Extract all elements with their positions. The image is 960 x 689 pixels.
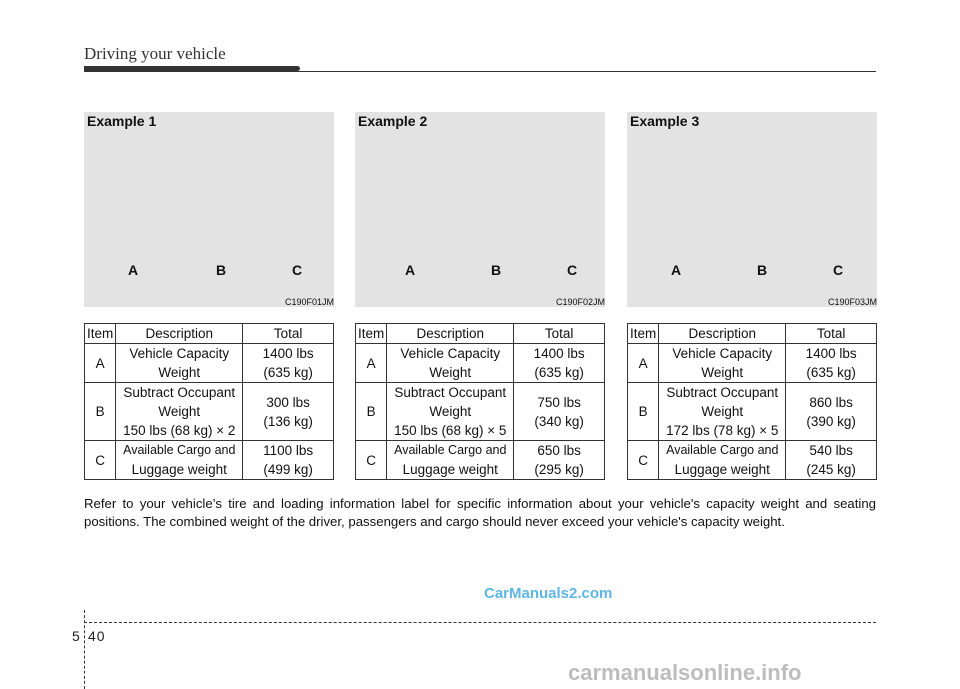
figure-code: C190F01JM xyxy=(284,297,334,307)
header-description: Description xyxy=(659,324,786,344)
row-item: C xyxy=(356,441,387,480)
row-total xyxy=(514,344,605,383)
header-total: Total xyxy=(786,324,877,344)
example-illustration xyxy=(84,112,334,307)
total-lbs: 540 lbs xyxy=(809,443,853,458)
desc-line: Available Cargo and xyxy=(123,443,236,457)
desc-line: Luggage weight xyxy=(131,462,227,477)
desc-line: Weight xyxy=(429,365,472,380)
example-title: Example 1 xyxy=(87,113,157,129)
desc-line: Weight xyxy=(158,365,201,380)
total-kg: (635 kg) xyxy=(263,365,313,380)
desc-line: Weight xyxy=(158,404,201,419)
example-illustration xyxy=(627,112,877,307)
row-description xyxy=(659,441,786,480)
example-2 xyxy=(355,112,605,477)
header-description: Description xyxy=(387,324,514,344)
table-row xyxy=(85,383,334,441)
row-total xyxy=(514,441,605,480)
desc-line: Vehicle Capacity xyxy=(672,346,773,361)
desc-line: Weight xyxy=(429,404,472,419)
watermark-link[interactable]: CarManuals2.com xyxy=(484,585,613,602)
desc-line: Available Cargo and xyxy=(666,443,779,457)
row-item: C xyxy=(85,441,116,480)
row-description xyxy=(116,441,243,480)
weight-table xyxy=(627,323,877,480)
total-lbs: 1100 lbs xyxy=(263,443,314,458)
row-total xyxy=(786,383,877,441)
desc-line: Weight xyxy=(701,365,744,380)
figure-code: C190F02JM xyxy=(555,297,605,307)
table-row xyxy=(628,383,877,441)
header-total: Total xyxy=(243,324,334,344)
example-1 xyxy=(84,112,334,477)
row-item: A xyxy=(85,344,116,383)
total-lbs: 1400 lbs xyxy=(805,346,857,361)
seat-label-b: B xyxy=(491,262,502,278)
total-kg: (390 kg) xyxy=(806,413,856,429)
total-lbs: 1400 lbs xyxy=(533,346,585,361)
table-header-row xyxy=(85,324,334,344)
table-header-row xyxy=(628,324,877,344)
row-description xyxy=(116,344,243,383)
seat-label-b: B xyxy=(757,262,768,278)
figure-code: C190F03JM xyxy=(827,297,877,307)
section-number: 5 xyxy=(72,628,81,644)
weight-table xyxy=(84,323,334,480)
row-total xyxy=(514,383,605,441)
table-row xyxy=(85,344,334,383)
header-description: Description xyxy=(116,324,243,344)
table-row xyxy=(628,344,877,383)
total-lbs: 650 lbs xyxy=(537,443,581,458)
seat-label-c: C xyxy=(833,262,844,278)
row-item: B xyxy=(356,383,387,441)
seat-label-a: A xyxy=(128,262,139,278)
desc-line: Vehicle Capacity xyxy=(400,346,501,361)
desc-line: Luggage weight xyxy=(674,462,770,477)
table-row xyxy=(356,441,605,480)
table-row xyxy=(628,441,877,480)
row-total xyxy=(243,441,334,480)
seat-labels xyxy=(627,262,877,280)
total-kg: (635 kg) xyxy=(806,365,856,380)
header-rule xyxy=(84,71,876,72)
desc-line: 172 lbs (78 kg) × 5 xyxy=(666,423,779,438)
total-lbs: 300 lbs xyxy=(266,394,310,410)
seat-label-a: A xyxy=(405,262,416,278)
header-item: Item xyxy=(356,324,387,344)
row-description xyxy=(116,383,243,441)
desc-line: Vehicle Capacity xyxy=(129,346,230,361)
seat-label-c: C xyxy=(292,262,303,278)
row-item: A xyxy=(628,344,659,383)
footer-rule xyxy=(84,622,876,623)
desc-line: Luggage weight xyxy=(402,462,498,477)
row-total xyxy=(786,441,877,480)
example-illustration xyxy=(355,112,605,307)
total-kg: (340 kg) xyxy=(534,413,584,429)
seat-label-a: A xyxy=(671,262,682,278)
total-lbs: 750 lbs xyxy=(537,394,581,410)
total-kg: (499 kg) xyxy=(263,462,313,477)
footer-vertical-rule xyxy=(84,610,85,689)
example-title: Example 3 xyxy=(630,113,700,129)
desc-line: 150 lbs (68 kg) × 2 xyxy=(123,423,236,438)
seat-labels xyxy=(84,262,334,280)
weight-table xyxy=(355,323,605,480)
desc-line: Weight xyxy=(701,404,744,419)
seat-label-c: C xyxy=(567,262,578,278)
page-number xyxy=(72,628,106,644)
row-description xyxy=(387,383,514,441)
total-kg: (245 kg) xyxy=(806,462,856,477)
table-row xyxy=(85,441,334,480)
total-lbs: 1400 lbs xyxy=(262,346,314,361)
row-description xyxy=(659,344,786,383)
header-item: Item xyxy=(85,324,116,344)
footer-watermark: carmanualsonline.info xyxy=(568,660,802,685)
row-item: A xyxy=(356,344,387,383)
row-description xyxy=(387,441,514,480)
header-title: Driving your vehicle xyxy=(84,44,226,63)
row-total xyxy=(243,383,334,441)
total-kg: (295 kg) xyxy=(534,462,584,477)
table-row xyxy=(356,383,605,441)
total-kg: (136 kg) xyxy=(263,413,313,429)
row-total xyxy=(243,344,334,383)
header-item: Item xyxy=(628,324,659,344)
table-header-row xyxy=(356,324,605,344)
row-description xyxy=(659,383,786,441)
desc-line: 150 lbs (68 kg) × 5 xyxy=(394,423,507,438)
seat-labels xyxy=(355,262,605,280)
table-row xyxy=(356,344,605,383)
example-title: Example 2 xyxy=(358,113,428,129)
total-lbs: 860 lbs xyxy=(809,394,853,410)
row-description xyxy=(387,344,514,383)
page-number-value: 40 xyxy=(88,628,106,644)
body-paragraph: Refer to your vehicle’s tire and loading information label for specific information about your vehicle's capacity weight and seating positions. The combined weight of the driver, passengers and cargo should never exceed your vehicle's capacity weight. xyxy=(84,496,876,529)
desc-line: Subtract Occupant xyxy=(123,385,236,400)
example-3 xyxy=(627,112,877,477)
row-item: B xyxy=(85,383,116,441)
row-item: C xyxy=(628,441,659,480)
header-total: Total xyxy=(514,324,605,344)
desc-line: Subtract Occupant xyxy=(666,385,779,400)
desc-line: Subtract Occupant xyxy=(394,385,507,400)
seat-label-b: B xyxy=(216,262,227,278)
row-total xyxy=(786,344,877,383)
desc-line: Available Cargo and xyxy=(394,443,507,457)
total-kg: (635 kg) xyxy=(534,365,584,380)
row-item: B xyxy=(628,383,659,441)
